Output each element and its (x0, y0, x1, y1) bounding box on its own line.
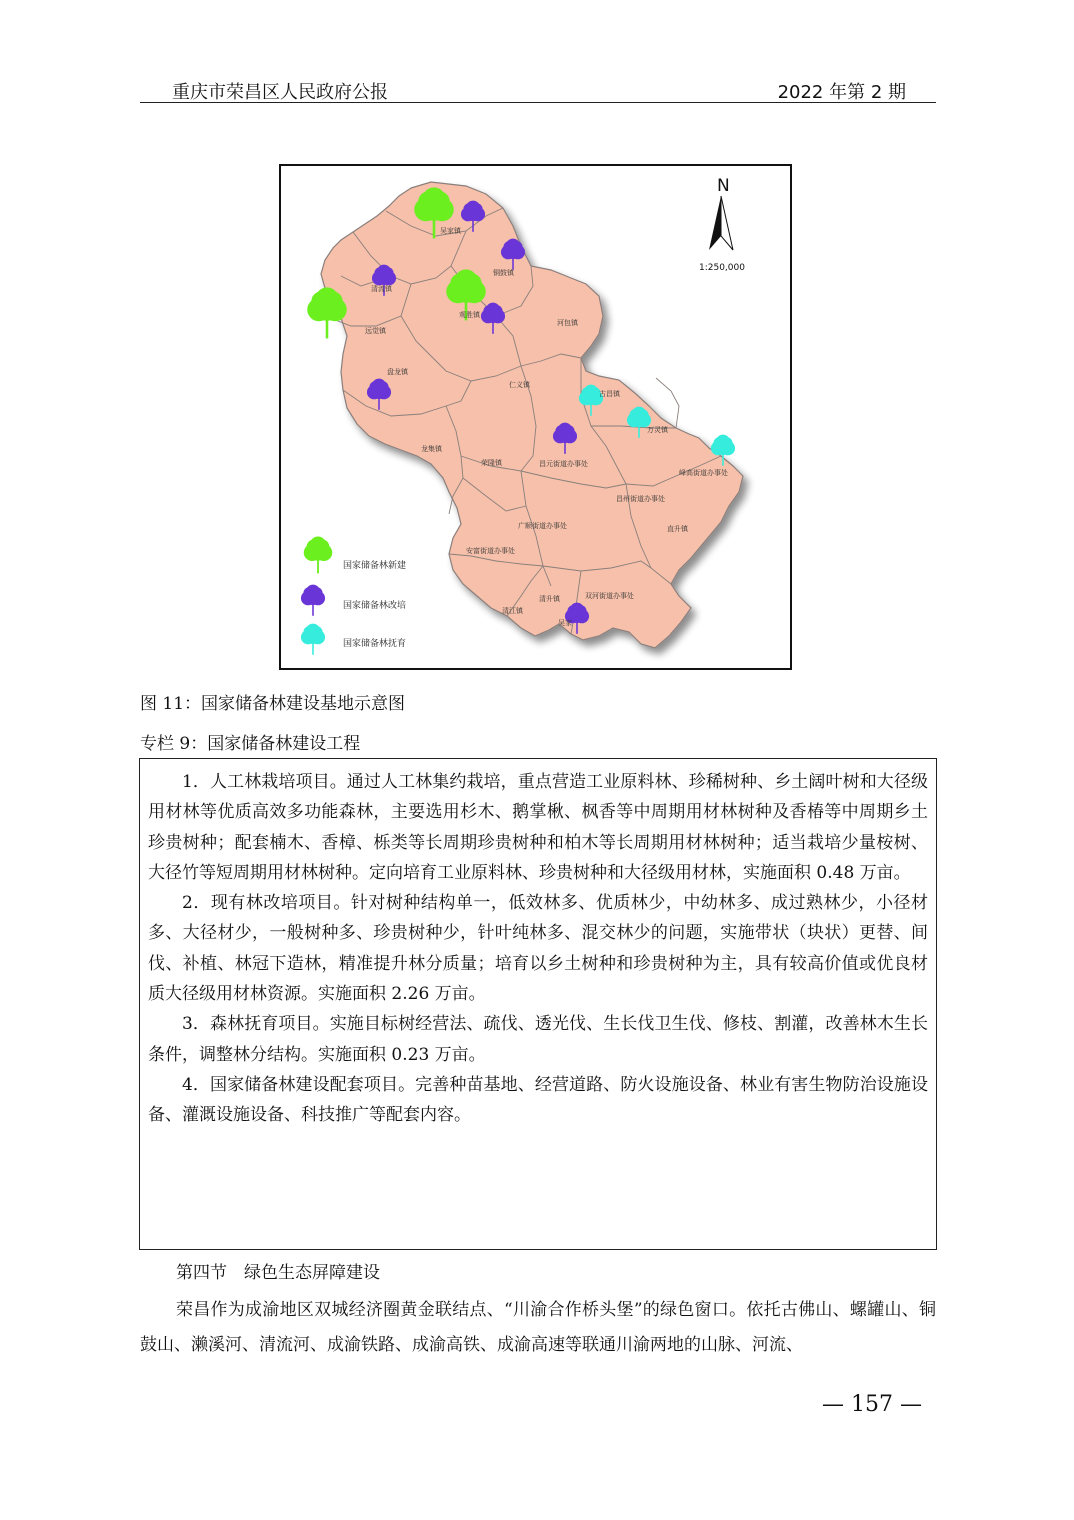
project-column-box (139, 758, 937, 1250)
town-label: 安富街道办事处 (466, 547, 515, 555)
town-label: 观胜镇 (459, 311, 480, 319)
issue-number: 2022 年第 2 期 (777, 82, 906, 103)
legend-renovate-label: 国家储备林改培 (343, 601, 407, 611)
forest-base-map (279, 164, 792, 670)
town-label: 峰高街道办事处 (679, 469, 728, 477)
town-label: 古昌镇 (599, 390, 620, 398)
page-header (140, 76, 936, 103)
project-item: 4．国家储备林建设配套项目。完善种苗基地、经营道路、防火设施设备、林业有害生物防治设施设备、灌溉设施设备、科技推广等配套内容。 (148, 1074, 928, 1126)
tree-cyan-icon (301, 624, 325, 655)
project-item: 2．现有林改培项目。针对树种结构单一，低效林多、优质林少，中幼林多、成过熟林少，小径材多、大径材少，一般树种多、珍贵树种少，针叶纯林多、混交林少的问题，实施带状（块状）更替、间伐、补植、林冠下造林，精准提升林分质量；培育以乡土树种和珍贵树种为主，具有较高价值或优良材质大径级用材林资源。实施面积 2.26 万亩。 (148, 893, 928, 1005)
town-label: 清升镇 (539, 595, 560, 603)
section-heading: 第四节 绿色生态屏障建设 (176, 1263, 380, 1283)
town-label: 盘龙镇 (387, 368, 408, 376)
scale-label: 1:250,000 (699, 263, 745, 273)
town-label: 河包镇 (557, 319, 578, 327)
town-label: 双河街道办事处 (585, 592, 634, 600)
column-caption: 专栏 9：国家储备林建设工程 (140, 734, 361, 754)
town-label: 吴家 (558, 619, 572, 627)
town-label: 远觉镇 (365, 327, 386, 335)
town-label: 吴家镇 (440, 227, 461, 235)
tree-purple-icon (301, 585, 325, 616)
tree-green-icon (304, 537, 333, 574)
town-label: 荣隆镇 (481, 459, 502, 467)
town-label: 铜鼓镇 (493, 269, 514, 277)
town-label: 清江镇 (502, 607, 523, 615)
figure-caption: 图 11：国家储备林建设基地示意图 (140, 694, 406, 714)
north-label: N (717, 176, 730, 196)
town-label: 昌元街道办事处 (539, 460, 588, 468)
map-graphic (281, 166, 790, 668)
publication-title: 重庆市荣昌区人民政府公报 (172, 82, 388, 103)
legend-new-label: 国家储备林新建 (343, 561, 407, 571)
county-outline (321, 182, 743, 648)
legend-tend-label: 国家储备林抚育 (343, 639, 407, 649)
town-label: 仁义镇 (509, 381, 530, 389)
project-item: 1．人工林栽培项目。通过人工林集约栽培，重点营造工业原料林、珍稀树种、乡土阔叶树和大径级用材林等优质高效多功能森林，主要选用杉木、鹅掌楸、枫香等中周期用材林树种及香椿等中周期乡土珍贵树种；配套楠木、香樟、栎类等长周期珍贵树种和柏木等长周期用材林树种；适当栽培少量桉树、大径竹等短周期用材林树种。定向培育工业原料林、珍贵树种和大径级用材林，实施面积 0.48 万亩。 (148, 772, 928, 883)
project-item: 3．森林抚育项目。实施目标树经营法、疏伐、透光伐、生长伐卫生伐、修枝、割灌，改善林木生长条件，调整林分结构。实施面积 0.23 万亩。 (148, 1014, 928, 1065)
town-label: 清流镇 (371, 285, 392, 293)
body-paragraph: 荣昌作为成渝地区双城经济圈黄金联结点、“川渝合作桥头堡”的绿色窗口。依托古佛山、螺罐山、铜鼓山、濑溪河、清流河、成渝铁路、成渝高铁、成渝高速等联通川渝两地的山脉、河流、 (140, 1300, 936, 1355)
town-label: 广顺街道办事处 (518, 522, 567, 530)
page-number: — 157 — (822, 1392, 922, 1417)
town-label: 万灵镇 (647, 426, 668, 434)
town-label: 龙集镇 (421, 445, 442, 453)
body-text (140, 1293, 936, 1363)
north-arrow (709, 196, 733, 250)
town-label: 昌州街道办事处 (616, 495, 665, 503)
town-label: 直升镇 (667, 525, 688, 533)
